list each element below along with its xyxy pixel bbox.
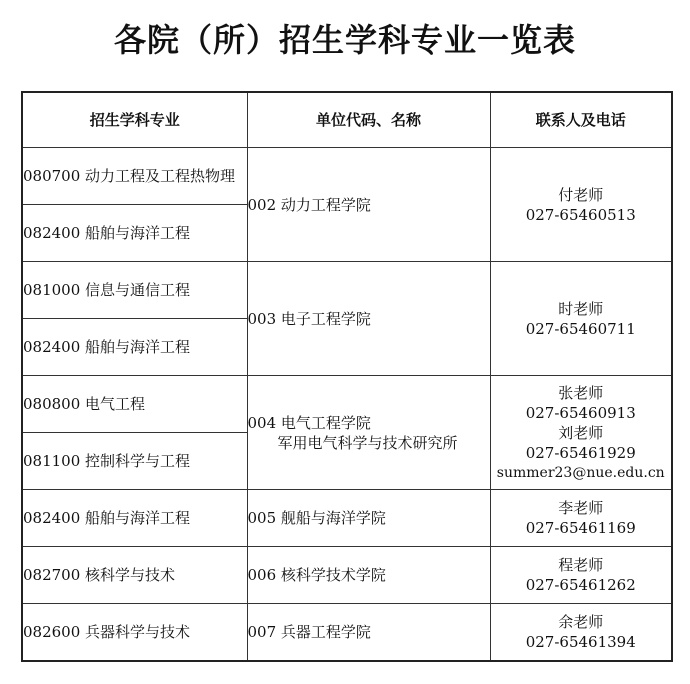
unit-name: 003 电子工程学院 [247,309,371,328]
unit-cell [247,604,490,662]
table-row [22,547,672,604]
header-major: 招生学科专业 [22,92,247,148]
unit-name: 005 舰船与海洋学院 [247,509,386,527]
contact-cell [490,604,672,662]
contact-phone: 027-65460913 [525,403,636,422]
major-cell: 082400 船舶与海洋工程 [22,205,247,262]
unit-cell [247,547,490,604]
contact-name: 余老师 [558,613,604,631]
table-row [22,604,672,662]
contact-name: 刘老师 [558,423,604,442]
majors-table [21,91,673,662]
contact-cell [490,490,672,547]
unit-cell [247,490,490,547]
major-cell: 080700 动力工程及工程热物理 [22,148,247,205]
contact-name: 付老师 [558,185,604,204]
contact-phone: 027-65461394 [525,633,636,651]
unit-cell [247,148,490,262]
header-unit: 单位代码、名称 [247,92,490,148]
contact-name: 李老师 [558,499,604,517]
contact-name: 程老师 [558,556,604,574]
contact-name: 时老师 [558,299,604,318]
header-contact: 联系人及电话 [490,92,672,148]
major-cell: 081000 信息与通信工程 [22,262,247,319]
contact-phone: 027-65461262 [525,576,636,594]
unit-name: 002 动力工程学院 [247,195,371,214]
table-row [22,490,672,547]
unit-name: 004 电气工程学院 [247,413,371,432]
table-row [22,376,672,433]
major-cell: 082700 核科学与技术 [22,547,247,604]
contact-phone: 027-65461169 [525,519,636,537]
major-cell: 082400 船舶与海洋工程 [22,319,247,376]
contact-phone: 027-65461929 [525,443,636,462]
header-row [22,92,672,148]
contact-cell [490,262,672,376]
major-cell: 082400 船舶与海洋工程 [22,490,247,547]
contact-cell [490,376,672,490]
unit-name: 006 核科学技术学院 [247,566,386,584]
contact-name: 张老师 [558,383,604,402]
contact-cell [490,148,672,262]
unit-subname: 军用电气科学与技术研究所 [277,433,458,452]
major-cell: 081100 控制科学与工程 [22,433,247,490]
contact-cell [490,547,672,604]
unit-cell [247,262,490,376]
table-row [22,148,672,205]
table-row [22,262,672,319]
contact-email: summer23@nue.edu.cn [496,464,665,481]
contact-phone: 027-65460513 [525,205,636,224]
contact-phone: 027-65460711 [525,319,636,338]
unit-name: 007 兵器工程学院 [247,623,371,641]
major-cell: 080800 电气工程 [22,376,247,433]
major-cell: 082600 兵器科学与技术 [22,604,247,662]
page-title: 各院（所）招生学科专业一览表 [113,21,576,59]
unit-cell [247,376,490,490]
